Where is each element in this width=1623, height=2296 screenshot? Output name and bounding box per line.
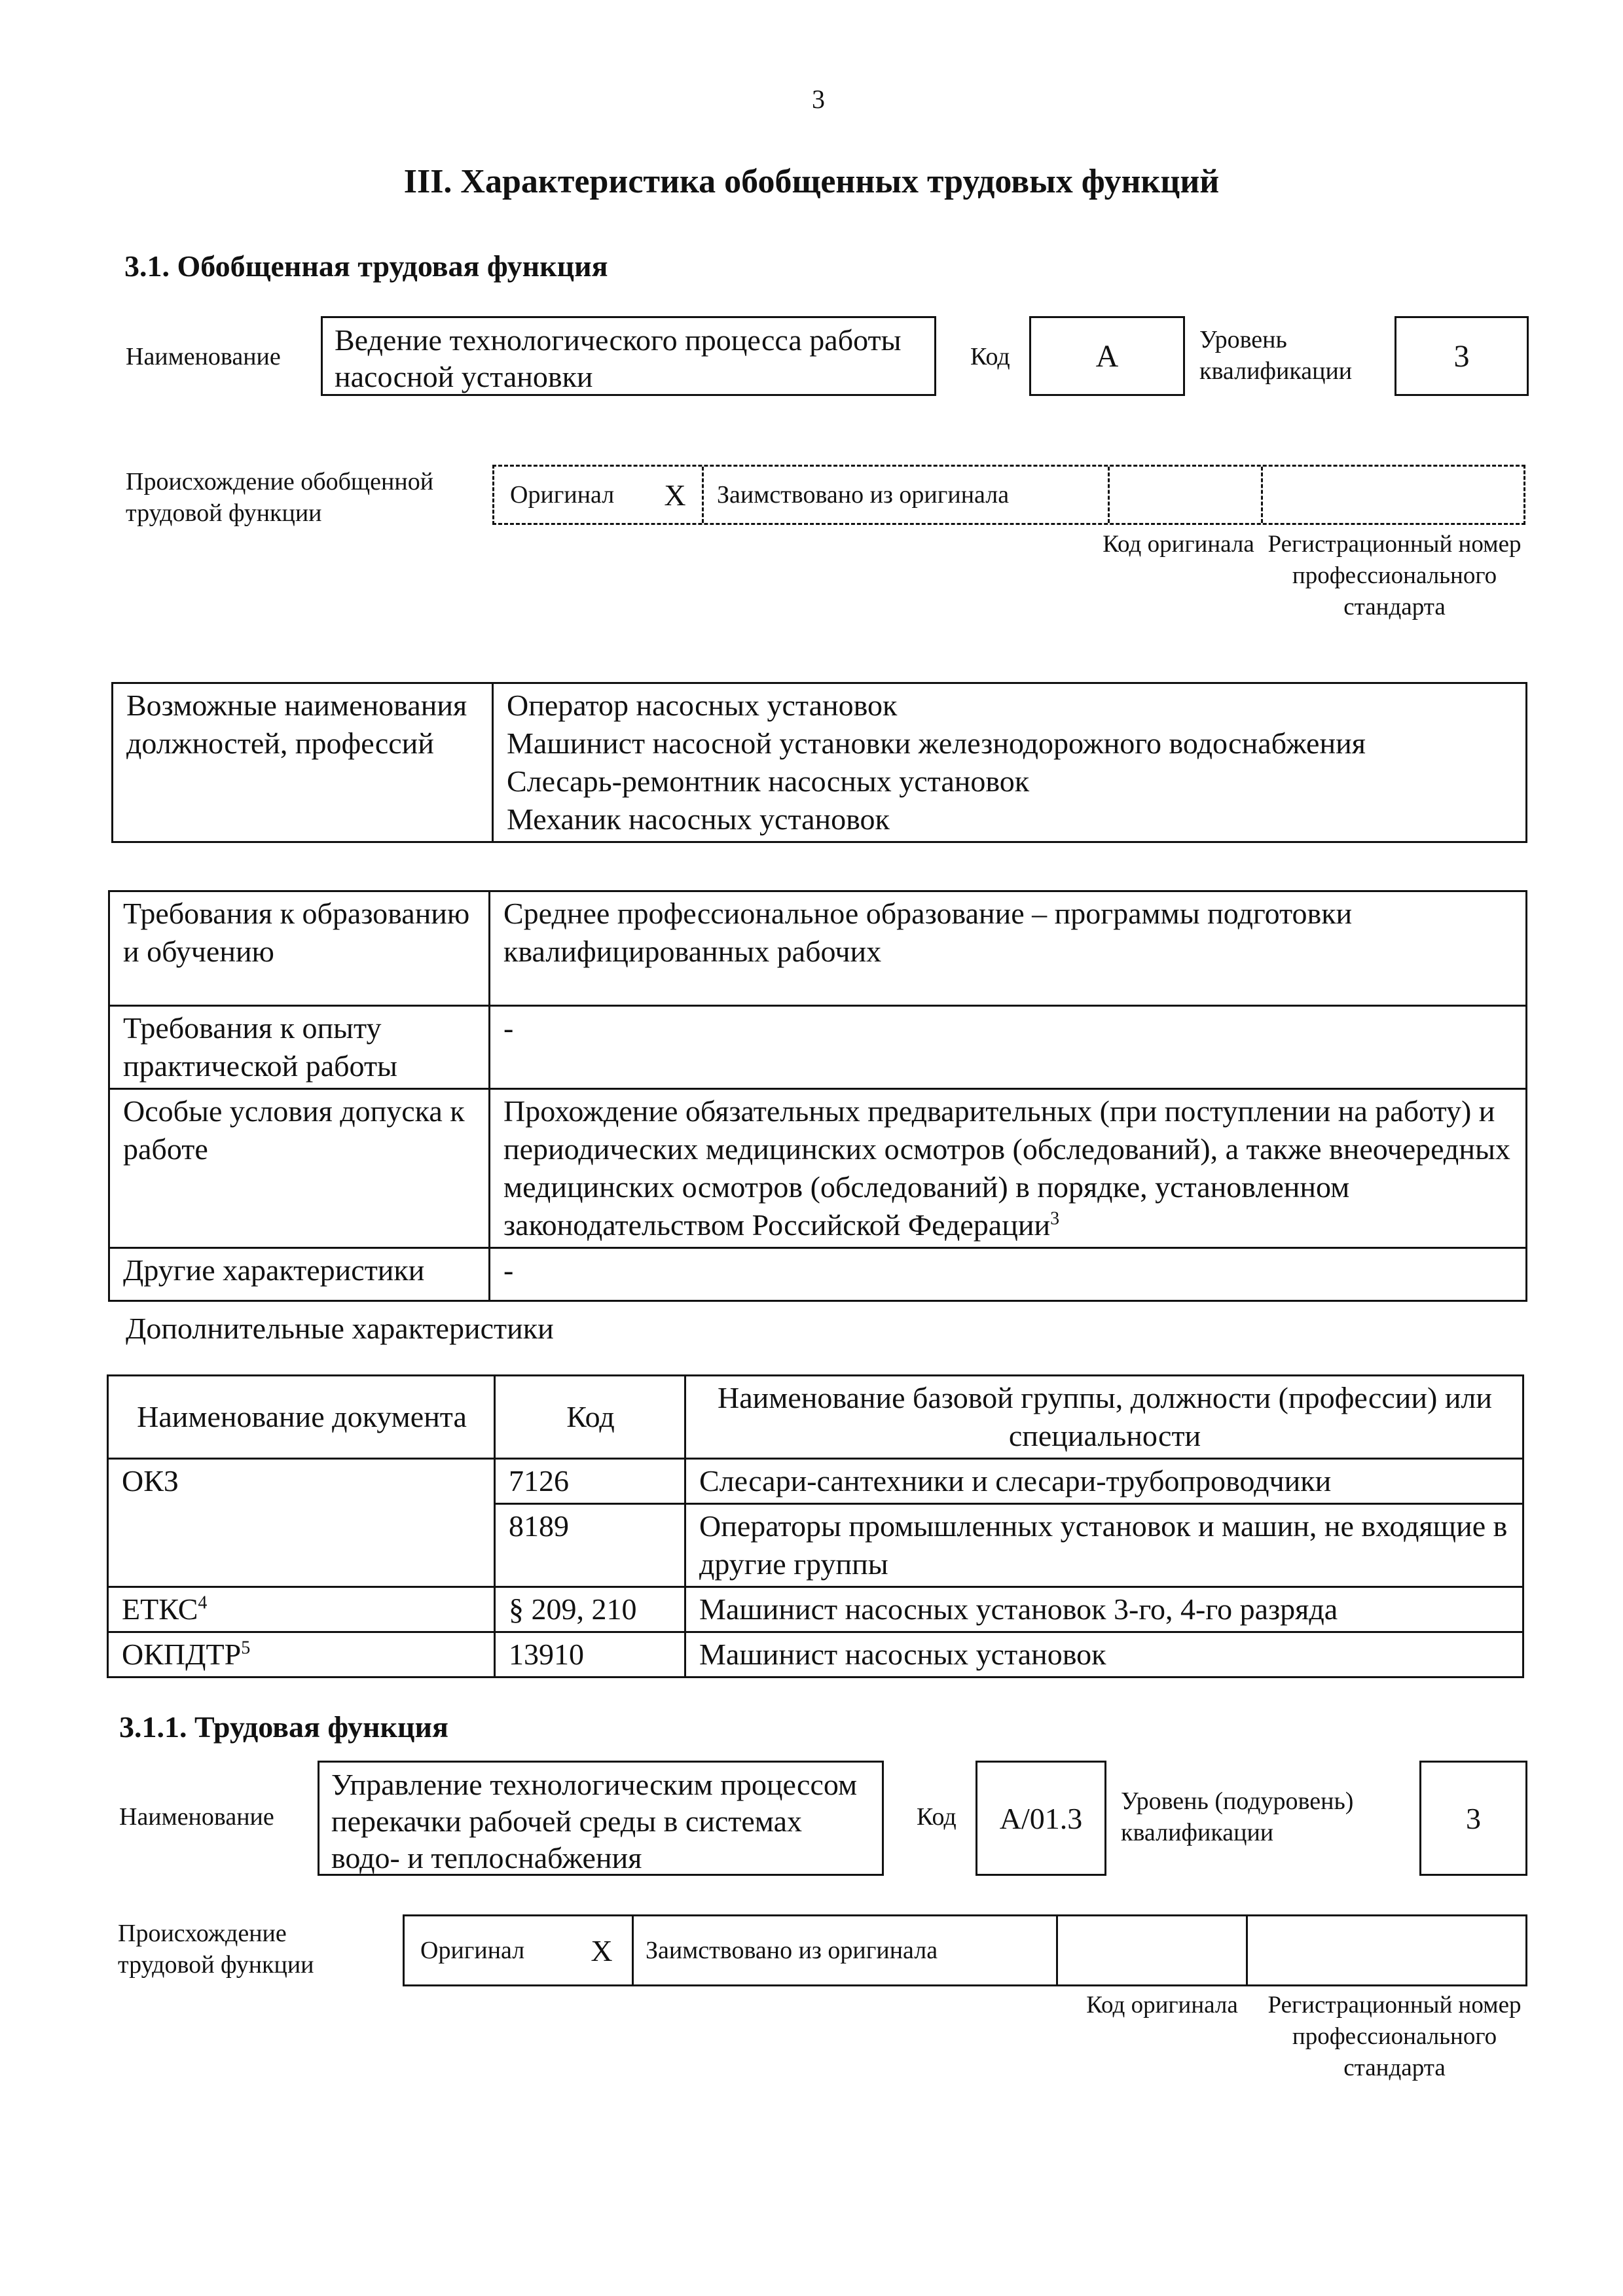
tf-code-label: Код xyxy=(917,1803,957,1831)
okz-code: 7126 xyxy=(495,1459,685,1504)
additional-table xyxy=(107,1374,1524,1678)
etks-name: Машинист насосных установок 3-го, 4-го разряда xyxy=(685,1587,1523,1632)
gtf-code-label: Код xyxy=(970,343,1010,370)
req-admission-label: Особые условия допуска к работе xyxy=(109,1089,490,1248)
gtf-level-box xyxy=(1395,316,1529,396)
req-admission-value: Прохождение обязательных предварительных (при поступлении на работу) и периодических медицинских осмотров (обследований), а также внеочередных медицинских осмотров (обследований) в порядке, установленном законодательством Российской Федерации xyxy=(503,1094,1510,1242)
gtf-origin-label: Происхождение обобщенной трудовой функции xyxy=(126,468,434,527)
okz-label: ОКЗ xyxy=(108,1459,495,1587)
okpdtr-label: ОКПДТР xyxy=(122,1638,242,1671)
okz-code: 8189 xyxy=(495,1504,685,1587)
footnote-ref: 4 xyxy=(198,1592,208,1613)
gtf-origin-table xyxy=(492,465,1525,525)
section-title: III. Характеристика обобщенных трудовых функций xyxy=(403,163,1220,200)
gtf-heading: 3.1. Обобщенная трудовая функция xyxy=(124,249,608,283)
footnote-ref: 5 xyxy=(241,1638,251,1659)
footnote-ref: 3 xyxy=(1050,1208,1060,1229)
req-experience-value: - xyxy=(490,1006,1527,1089)
position-item: Механик насосных установок xyxy=(507,802,890,836)
tf-name-box xyxy=(318,1761,884,1876)
col-doc-header: Наименование документа xyxy=(108,1376,495,1459)
gtf-code-value: А xyxy=(1095,338,1119,374)
positions-list xyxy=(493,683,1527,842)
okpdtr-name: Машинист насосных установок xyxy=(685,1632,1523,1677)
tf-note-reg: Регистрационный номер профессионального стандарта xyxy=(1267,1992,1522,2081)
req-education-label: Требования к образованию и обучению xyxy=(109,891,490,1006)
tf-origin-reg-cell xyxy=(1246,1916,1525,1984)
req-experience-label: Требования к опыту практической работы xyxy=(109,1006,490,1089)
gtf-origin-reg-cell xyxy=(1261,467,1523,523)
col-code-header: Код xyxy=(495,1376,685,1459)
okpdtr-code: 13910 xyxy=(495,1632,685,1677)
positions-table xyxy=(111,682,1527,843)
req-other-value: - xyxy=(490,1248,1527,1301)
tf-origin-borrowed: Заимствовано из оригинала xyxy=(632,1916,1056,1984)
tf-heading: 3.1.1. Трудовая функция xyxy=(119,1710,448,1744)
tf-origin-table xyxy=(403,1914,1527,1986)
tf-origin-code-cell xyxy=(1056,1916,1246,1984)
tf-name-label: Наименование xyxy=(119,1803,274,1831)
req-admission-cell xyxy=(490,1089,1527,1248)
gtf-origin-mark: X xyxy=(664,478,686,512)
okpdtr-cell xyxy=(108,1632,495,1677)
gtf-note-reg: Регистрационный номер профессионального стандарта xyxy=(1267,531,1522,620)
etks-cell xyxy=(108,1587,495,1632)
etks-code: § 209, 210 xyxy=(495,1587,685,1632)
tf-origin-original: Оригинал xyxy=(420,1937,525,1964)
col-name-header: Наименование базовой группы, должности (профессии) или специальности xyxy=(685,1376,1523,1459)
tf-level-label: Уровень (подуровень) квалификации xyxy=(1121,1787,1354,1846)
requirements-table xyxy=(108,890,1527,1302)
additional-heading: Дополнительные характеристики xyxy=(126,1312,554,1345)
gtf-origin-code-cell xyxy=(1108,467,1261,523)
tf-level-box xyxy=(1419,1761,1527,1876)
okz-name: Операторы промышленных установок и машин, не входящие в другие группы xyxy=(685,1504,1523,1587)
gtf-level-value: 3 xyxy=(1453,338,1470,374)
position-item: Слесарь-ремонтник насосных установок xyxy=(507,764,1030,798)
tf-name-value: Управление технологическим процессом перекачки рабочей среды в системах водо- и теплоснабжения xyxy=(331,1768,858,1874)
gtf-name-label: Наименование xyxy=(126,343,281,370)
tf-level-value: 3 xyxy=(1466,1801,1481,1835)
tf-origin-mark: X xyxy=(591,1933,613,1967)
gtf-name-box xyxy=(321,316,936,396)
gtf-level-label: Уровень квалификации xyxy=(1199,326,1353,385)
gtf-origin-borrowed: Заимствовано из оригинала xyxy=(702,467,1108,523)
gtf-code-box xyxy=(1029,316,1185,396)
tf-code-box xyxy=(976,1761,1106,1876)
req-other-label: Другие характеристики xyxy=(109,1248,490,1301)
gtf-name-value: Ведение технологического процесса работы насосной установки xyxy=(335,323,902,393)
gtf-note-code: Код оригинала xyxy=(1103,531,1254,558)
etks-label: ЕТКС xyxy=(122,1592,198,1626)
req-education-value: Среднее профессиональное образование – программы подготовки квалифицированных рабочих xyxy=(490,891,1527,1006)
gtf-origin-original: Оригинал xyxy=(510,481,615,509)
okz-name: Слесари-сантехники и слесари-трубопроводчики xyxy=(685,1459,1523,1504)
tf-origin-label: Происхождение трудовой функции xyxy=(118,1920,314,1979)
tf-note-code: Код оригинала xyxy=(1086,1992,1238,2018)
position-item: Машинист насосной установки железнодорожного водоснабжения xyxy=(507,726,1366,760)
page-number: 3 xyxy=(812,84,825,114)
tf-code-value: A/01.3 xyxy=(999,1801,1083,1835)
position-item: Оператор насосных установок xyxy=(507,689,898,722)
positions-label: Возможные наименования должностей, профессий xyxy=(113,683,493,842)
